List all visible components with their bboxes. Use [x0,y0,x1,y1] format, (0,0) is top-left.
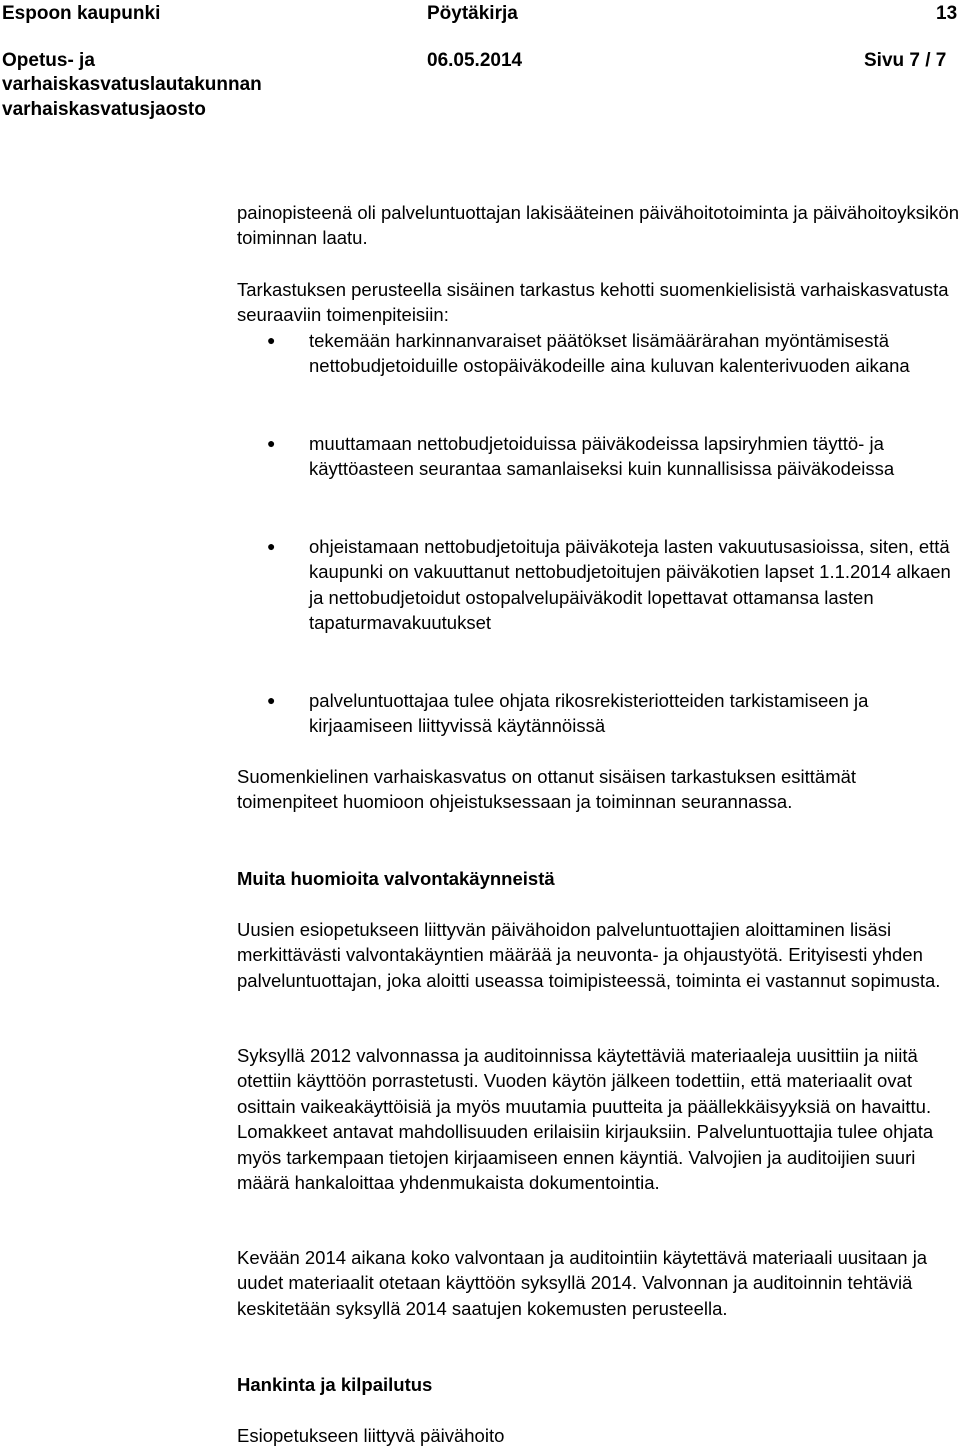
paragraph-intro: painopisteenä oli palveluntuottajan lakisääteinen päivähoitotoiminta ja päivähoitoyksikön toiminnan laatu. [237,202,959,249]
list-item [237,328,959,379]
header-page: Sivu 7 / 7 [864,50,947,71]
paragraph-inspection: Tarkastuksen perusteella sisäinen tarkastus kehotti suomenkielisistä varhaiskasvatusta seuraaviin toimenpiteisiin: [237,279,949,326]
section-heading: Hankinta ja kilpailutus [237,1374,433,1395]
list-item-text: ohjeistamaan nettobudjetoituja päiväkoteja lasten vakuutusasioissa, siten, että kaupunki on vakuuttanut nettobudjetoitujen päiväkotien lapset 1.1.2014 alkaen ja nettobudjetoidut ostopalvelupäiväkodit lopettavat ottamansa lasten tapaturmavakuutukset [309,536,951,634]
bullet-icon: ● [267,332,276,348]
list-item-text: palveluntuottajaa tulee ohjata rikosrekisteriotteiden tarkistamiseen ja kirjaamiseen liittyvissä käytännöissä [309,690,869,737]
list-item-text: muuttamaan nettobudjetoiduissa päiväkodeissa lapsiryhmien täyttö- ja käyttöasteen seurantaa samanlaiseksi kuin kunnallisissa päiväkodeissa [309,433,895,480]
section-heading: Muita huomioita valvontakäynneistä [237,868,555,889]
bullet-icon: ● [267,692,276,708]
header-body-line2: varhaiskasvatuslautakunnan [2,74,262,95]
bullet-icon: ● [267,435,276,451]
paragraph-new-providers: Uusien esiopetukseen liittyvän päivähoidon palveluntuottajien aloittaminen lisäsi merkittävästi valvontakäyntien määrää ja neuvonta- ja ohjaustyötä. Erityisesti yhden palveluntuottajan, joka aloitti useassa toimipisteessä, toiminta ei vastannut sopimusta. [237,919,941,991]
header-doc-type: Pöytäkirja [427,3,518,24]
header-number: 13 [936,3,958,24]
paragraph-preschool-daycare: Esiopetukseen liittyvä päivähoito [237,1425,505,1446]
header-org: Espoon kaupunki [2,3,161,24]
bullet-icon: ● [267,538,276,554]
list-item [237,688,959,739]
paragraph-materials-2012: Syksyllä 2012 valvonnassa ja auditoinnissa käytettäviä materiaaleja uusittiin ja niitä otettiin käyttöön porrastetusti. Vuoden käytön jälkeen todettiin, että materiaalit ovat osittain vaikeakäyttöisiä ja myös muutamia puutteita ja päällekkäisyyksiä on havaittu. Lomakkeet antavat mahdollisuuden erilaisiin kirjauksiin. Palveluntuottajia tulee ohjata myös tarkempaan tietojen kirjaamiseen ennen käyntiä. Valvojien ja auditoijien suuri määrä hankaloittaa yhdenmukaista dokumentointia. [237,1045,934,1194]
header-body-line1: Opetus- ja [2,50,95,71]
paragraph-spring-2014: Kevään 2014 aikana koko valvontaan ja auditointiin käytettävä materiaali uusitaan ja uudet materiaalit otetaan käyttöön syksyllä 2014. Valvonnan ja auditoinnin tehtäviä keskitetään syksyllä 2014 saatujen kokemusten perusteella. [237,1247,928,1319]
list-item [237,431,959,482]
paragraph-finnish-ecec: Suomenkielinen varhaiskasvatus on ottanut sisäisen tarkastuksen esittämät toimenpiteet huomioon ohjeistuksessaan ja toiminnan seurannassa. [237,766,857,813]
header-date: 06.05.2014 [427,50,523,71]
header-body-line3: varhaiskasvatusjaosto [2,99,206,120]
list-item-text: tekemään harkinnanvaraiset päätökset lisämäärärahan myöntämisestä nettobudjetoiduille ostopäiväkodeille aina kuluvan kalenterivuoden aikana [309,330,910,377]
list-item [237,534,959,636]
